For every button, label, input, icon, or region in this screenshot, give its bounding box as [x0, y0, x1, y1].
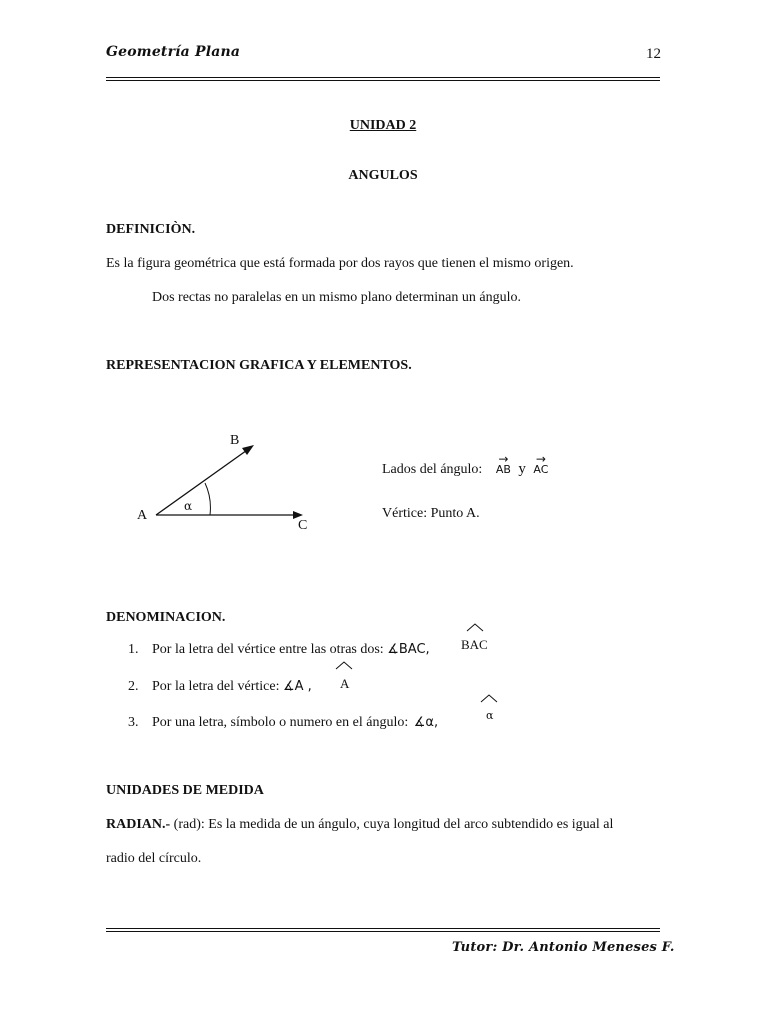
vector-ab-label: AB	[495, 463, 511, 476]
hat-bac-label: BAC	[461, 637, 488, 652]
hat-alpha-label: α	[486, 709, 494, 722]
radian-text-line-1: (rad): Es la medida de un ángulo, cuya longitud del arco subtendido es igual al	[173, 817, 614, 832]
denomination-item-3-text: Por una letra, símbolo o numero en el ángulo:	[152, 715, 409, 730]
vector-ab	[495, 452, 511, 476]
vector-ac-arrow-icon: →	[535, 452, 546, 466]
denomination-item-1-symbol: ∡BAC,	[387, 642, 430, 657]
denomination-heading: DENOMINACION.	[106, 610, 226, 625]
denomination-item-3-number: 3.	[128, 715, 139, 730]
denomination-item-2-number: 2.	[128, 679, 139, 694]
representation-heading: REPRESENTACION GRAFICA Y ELEMENTOS.	[106, 358, 412, 373]
vector-ab-arrow-icon: →	[498, 452, 509, 466]
header-rule	[106, 77, 660, 81]
label-alpha: α	[184, 499, 193, 513]
angle-diagram	[130, 428, 320, 538]
hat-a-icon	[335, 660, 353, 670]
vertex-text: Vértice: Punto A.	[382, 506, 480, 521]
label-b: B	[230, 433, 240, 448]
definition-line-1: Es la figura geométrica que está formada por dos rayos que tienen el mismo origen.	[106, 256, 574, 271]
header-title: Geometría Plana	[106, 44, 241, 60]
ray-ab-arrowhead	[242, 445, 254, 455]
denomination-item-1-text: Por la letra del vértice entre las otras dos:	[152, 642, 384, 657]
sides-line	[382, 452, 549, 478]
footer-rule	[106, 928, 660, 932]
sides-label: Lados del ángulo:	[382, 462, 483, 477]
page-number: 12	[646, 46, 661, 62]
vector-ac	[533, 452, 549, 476]
hat-a-label: A	[340, 676, 350, 691]
denomination-item-1	[152, 642, 430, 658]
denomination-item-3	[152, 715, 438, 731]
radian-paragraph	[106, 815, 660, 835]
angle-arc	[205, 483, 210, 515]
hat-bac-icon	[466, 622, 484, 632]
denomination-item-2-text: Por la letra del vértice:	[152, 679, 280, 694]
vector-ac-label: AC	[533, 463, 549, 476]
definition-line-2: Dos rectas no paralelas en un mismo plano determinan un ángulo.	[152, 290, 521, 305]
radian-text-line-2: radio del círculo.	[106, 851, 202, 866]
denomination-item-1-number: 1.	[128, 642, 139, 657]
denomination-item-2	[152, 679, 312, 695]
hat-alpha-icon	[480, 693, 498, 703]
unit-heading: UNIDAD 2	[349, 118, 417, 133]
label-a: A	[137, 508, 148, 523]
denomination-item-3-symbol: ∡α,	[413, 715, 439, 730]
footer-author: Tutor: Dr. Antonio Meneses F.	[452, 940, 675, 955]
units-heading: UNIDADES DE MEDIDA	[106, 783, 264, 798]
unit-subtitle: ANGULOS	[348, 168, 418, 183]
definition-heading: DEFINICIÒN.	[106, 222, 196, 237]
ray-ab	[156, 448, 250, 515]
label-c: C	[298, 518, 308, 533]
denomination-item-2-symbol: ∡A ,	[283, 679, 312, 694]
sides-conjunction: y	[518, 461, 526, 477]
radian-term: RADIAN.-	[106, 817, 171, 832]
